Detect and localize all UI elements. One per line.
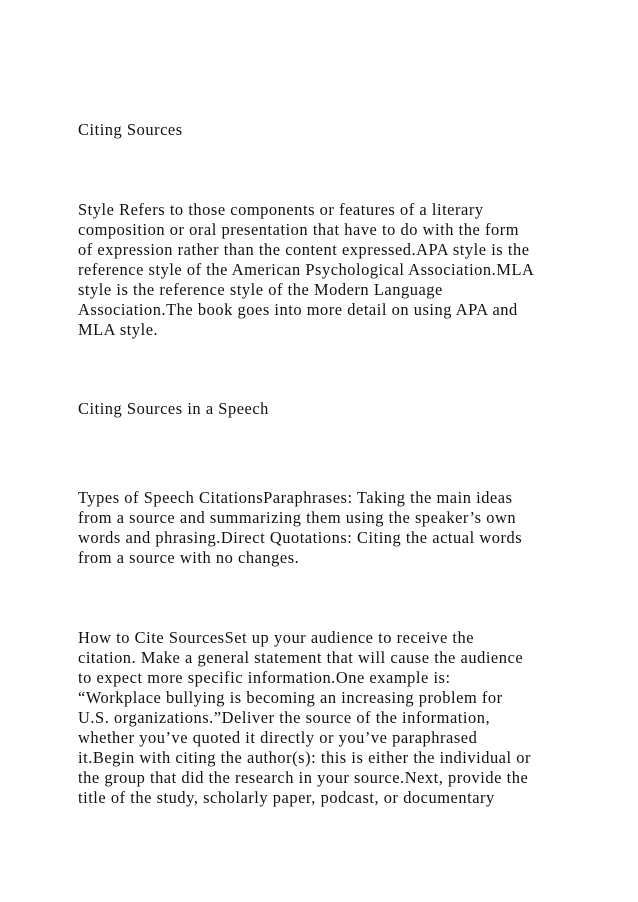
- section-heading-citing-sources: Citing Sources: [78, 120, 183, 139]
- text-line: from a source with no changes.: [78, 548, 300, 567]
- text-line: the group that did the research in your source.Next, provide the: [78, 768, 529, 787]
- text-line: of expression rather than the content expressed.APA style is the: [78, 240, 530, 259]
- text-line: U.S. organizations.”Deliver the source of the information,: [78, 708, 491, 727]
- text-line: to expect more specific information.One example is:: [78, 668, 451, 687]
- text-line: composition or oral presentation that have to do with the form: [78, 220, 520, 239]
- text-line: Types of Speech CitationsParaphrases: Taking the main ideas: [78, 488, 513, 507]
- text-line: citation. Make a general statement that will cause the audience: [78, 648, 524, 667]
- text-line: “Workplace bullying is becoming an increasing problem for: [78, 688, 503, 707]
- text-line: title of the study, scholarly paper, podcast, or documentary: [78, 788, 495, 807]
- text-line: style is the reference style of the Modern Language: [78, 280, 443, 299]
- text-line: words and phrasing.Direct Quotations: Citing the actual words: [78, 528, 523, 547]
- text-line: from a source and summarizing them using the speaker’s own: [78, 508, 517, 527]
- text-line: How to Cite SourcesSet up your audience to receive the: [78, 628, 475, 647]
- text-line: Association.The book goes into more detail on using APA and: [78, 300, 518, 319]
- text-line: whether you’ve quoted it directly or you’ve paraphrased: [78, 728, 478, 747]
- text-line: Style Refers to those components or features of a literary: [78, 200, 484, 219]
- text-line: it.Begin with citing the author(s): this is either the individual or: [78, 748, 532, 767]
- text-line: MLA style.: [78, 320, 159, 339]
- text-line: reference style of the American Psychological Association.MLA: [78, 260, 535, 279]
- section-heading-citing-sources-in-speech: Citing Sources in a Speech: [78, 399, 269, 418]
